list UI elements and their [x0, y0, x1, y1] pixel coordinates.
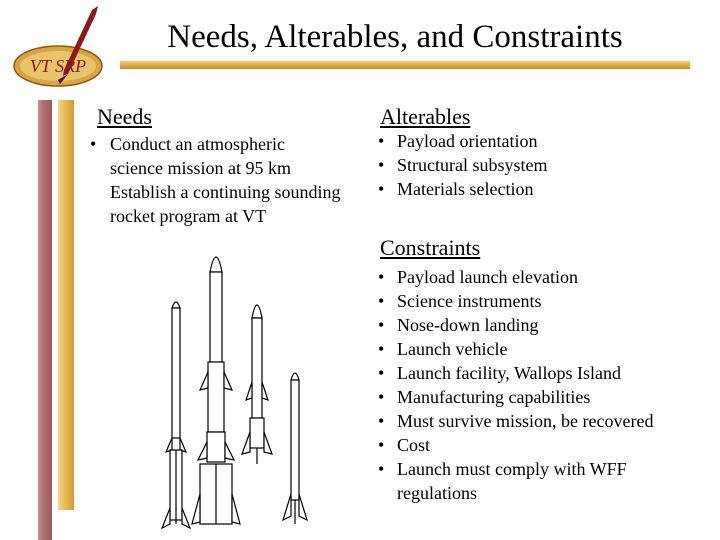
constraints-item: • Must survive mission, be recovered: [378, 409, 653, 433]
rocket-icon: [283, 373, 307, 524]
sounding-rockets-illustration: [150, 232, 320, 532]
needs-item: Establish a continuing sounding: [110, 182, 341, 202]
constraints-item: • Launch facility, Wallops Island: [378, 361, 653, 385]
constraints-item: • Manufacturing capabilities: [378, 385, 653, 409]
constraints-item: • Payload launch elevation: [378, 265, 653, 289]
constraints-item: • Cost: [378, 433, 653, 457]
constraints-item: regulations: [397, 483, 477, 503]
alterables-heading: Alterables: [380, 104, 471, 129]
left-gold-bar: [58, 100, 74, 510]
constraints-item: • Science instruments: [378, 289, 653, 313]
rocket-icon: [192, 257, 240, 524]
vt-srp-logo: [8, 4, 120, 94]
constraints-item: • Launch vehicle: [378, 337, 653, 361]
alterables-item: • Payload orientation: [378, 129, 548, 153]
rocket-icon: [162, 302, 190, 528]
title-rule: [120, 61, 690, 69]
constraints-list: [378, 265, 653, 505]
needs-item: rocket program at VT: [110, 206, 267, 226]
needs-item: science mission at 95 km: [110, 158, 291, 178]
needs-list: [90, 132, 340, 228]
rocket-icon: [242, 305, 272, 464]
needs-item: • Conduct an atmospheric: [90, 132, 340, 156]
slide-title: Needs, Alterables, and Constraints: [167, 19, 623, 55]
constraints-item: • Launch must comply with WFF: [378, 457, 653, 481]
needs-heading: Needs: [97, 104, 152, 129]
constraints-item: • Nose-down landing: [378, 313, 653, 337]
alterables-list: [378, 129, 548, 201]
alterables-item: • Structural subsystem: [378, 153, 548, 177]
left-red-bar: [38, 100, 52, 540]
logo-text: VT SRP: [29, 56, 87, 76]
alterables-item: • Materials selection: [378, 177, 548, 201]
constraints-heading: Constraints: [380, 235, 481, 260]
